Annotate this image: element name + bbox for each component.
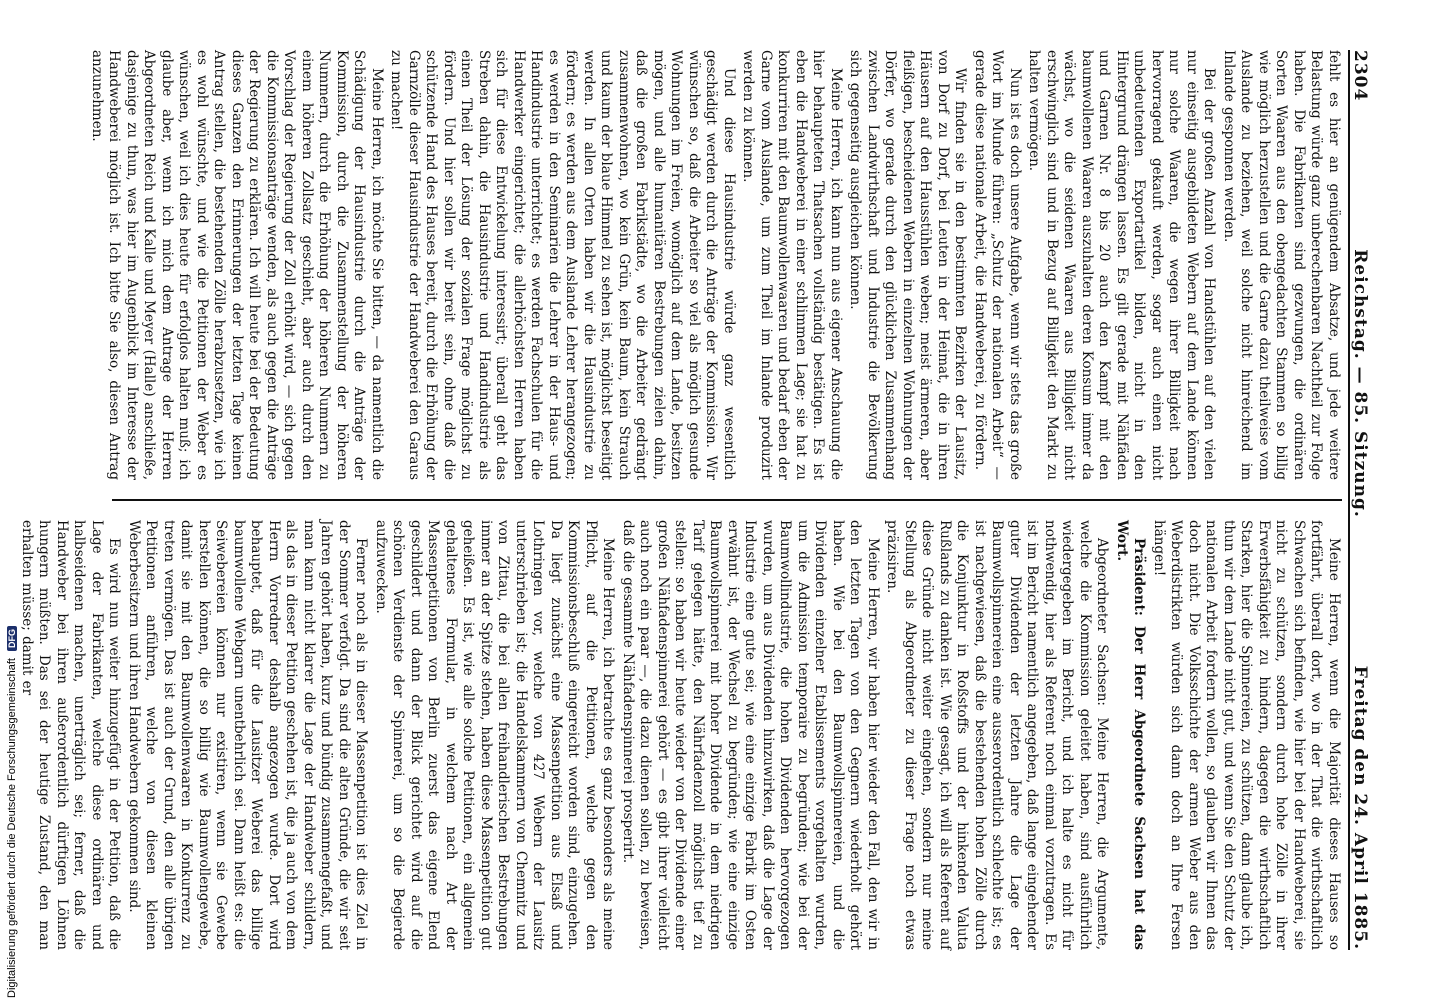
paragraph: Es wird nun weiter hinzugefügt in der Petition, daß die Lage der Fabrikanten, welche diese ordinären und halbseidenen machen, unerträglich sei; ferner, daß die Handweber bei ihren außerordentlich dürftigen Löhnen hungern müßten. Das sei der heutige Zustand, den man erhalten müsse; damit er	[19, 520, 123, 950]
paragraph: Meine Herren, wenn die Majorität dieses Hauses so fortfährt, überall dort, wo in der That die wirthschaftlich Schwachen sich befinden, wie hier bei der Handweberei, sie nicht zu schützen, sondern durch hohe Zölle in ihrer Erwerbsfähigkeit zu hindern, dagegen die wirthschaftlich Starken, hier die Spinnereien, zu schützen, dann glaube ich, thun wir dem Lande nicht gut, und wenn Sie den Schutz der nationalen Arbeit fordern wollen, so glauben wir Ihnen das doch nicht. Die Volksschichte der armen Weber aus den Weberdistrikten würden sich dann doch an Ihre Fersen hängen!	[1151, 520, 1342, 950]
dfg-logo: DFG	[7, 626, 17, 651]
document-page	[19, 50, 1372, 950]
speaker-line: Präsident: Der Herr Abgeordnete Sachsen hat das Wort.	[1114, 520, 1148, 950]
paragraph: Meine Herren, ich betrachte es ganz besonders als meine Pflicht, auf die Petitionen, welche gegen den Kommissionsbeschluß eingereicht worden sind, einzugehen. Da liegt zunächst eine Massenpetition aus Elsaß und Lothringen vor, welche von 427 Webern der Lausitz unterschrieben ist; die Handelskammern von Chemnitz und von Zittau, die bei allen freihandlerischen Bestrebungen immer an der Spitze stehen, haben diese Massenpetition gut geheißen. Es ist, wie alle solche Petitionen, ein allgemein gehaltenes Formular, in welchem nach Art der Massenpetitionen von Berlin zuerst das eigene Elend geschildert und dann der Blick gerichtet wird auf die schönen Verdienste der Spinnerei, um so die Begierde aufzuwecken.	[373, 520, 617, 950]
paragraph: Abgeordneter Sachsen: Meine Herren, die Argumente, welche die Kommission geleitet haben, sind ausführlich wiedergegeben im Bericht, und ich halte es nicht für nothwendig, hier als Referent noch einmal vorzutragen. Es ist im Bericht namentlich angegeben, daß lange eingehender guter Dividenden der letzten Jahre die Lage der Baumwollspinnereien eine ausserordentlich schlechte ist; es ist nachgewiesen, daß die bestehenden hohen Zölle durch die Konjunktur in Roßstoffs und der hinkenden Valuta Rußlands zu danken ist. Wie gesagt, ich will als Referent auf diese Gründe nicht weiter eingehen, sondern nur meine Stellung als Abgeordneter zu dieser Frage noch etwas präzisiren.	[884, 520, 1111, 950]
page-header	[1348, 50, 1372, 950]
paragraph: Wir finden sie in den bestimmten Bezirken der Lausitz, von Dorf zu Dorf, bei Leuten in der Heimat, die in ihren Häusern auf den Hausstühlen weben; meist ärmeren, aber fleißigen, bescheidenen Webern in einzelnen Wohnungen der Dörfer, wo gerade durch den glücklichen Zusammenhang zwischen Landwirthschaft und Industrie die Bevölkerung sich gegenseitig ausgleichen können.	[847, 50, 969, 480]
paragraph: Meine Herren, ich möchte Sie bitten, — da namentlich die Schädigung der Hausindustrie durch die Anträge der Kommission, durch die Zusammenstellung der höheren Nummern, durch die Erhöhung der höheren Nummern zu einem höheren Zollsatz geschieht, aber auch durch den Vorschlag der Regierung der Zoll erhöht wird, — sich gegen die Kommissionsanträge wenden, als auch gegen die Anträge der Regierung zu erklären. Ich will heute bei der Bedeutung dieses Ganzen den Erinnerungen der letzten Tage keinen Antrag stellen, die bestehenden Zölle herabzusetzen, wie ich es wohl wünschte, und wie die Petitionen der Weber es wünschen, weil ich dies heute für erfolglos halten muß; ich glaube aber, wenn ich mich dem Antrage der Herren Abgeordneten Reich und Kalle und Meyer (Halle) anschließe, dasjenige zu thun, was hier im Augenblick im Interesse der Handweberei möglich ist. Ich bitte Sie also, diesen Antrag anzunehmen.	[89, 50, 385, 480]
paragraph: fehlt es hier an genügendem Absatze, und jede weitere Belastung würde ganz unberechenbaren Nachtheil zur Folge haben. Die Fabrikanten sind gezwungen, die ordinären Sorten Waaren aus den obengedachten Stammen so billig wie möglich herzustellen und die Garne dazu theilweise vom Auslande zu beziehen, weil solche nicht hinreichend im Inlande gesponnen werden.	[1221, 50, 1342, 480]
left-column	[86, 50, 1343, 480]
paragraph: Meine Herren, ich kann nun aus eigener Anschauung die hier behaupteten Thatsachen vollständig bestätigen. Es ist eben die Handweberei in einer schlimmen Lage; sie hat zu konkurriren mit den Baumwollenwaaren und bedarf eben der Garne vom Auslande, um zum Theil im Inlande produzirt werden zu können.	[740, 50, 844, 480]
paragraph: Bei der großen Anzahl von Handstühlen auf den vielen nur einseitig ausgebildeten Webern auf dem Lande können nur solche Waaren, die wegen ihrer Billigkeit nach hervorragend gekauft werden, sogar auch einen nicht unbedeutenden Exportartikel bilden, nicht in den Hintergrund drängen lassen. Es gilt gerade mit Nähfäden und Garnen Nr. 8 bis 20 auch den Kampf mit den baumwollenen Waaren auszuhalten deren Konsum immer da wächst, wo die seidenen Waaren aus Billigkeit nicht erschwinglich sind und in Bezug auf Billigkeit den Markt zu halten vermögen.	[1026, 50, 1218, 480]
footer-text: Digitalisierung gefördert durch die Deutsche Forschungsgemeinschaft	[6, 658, 18, 998]
right-column	[16, 520, 1343, 950]
paragraph: Und diese Hausindustrie würde ganz wesentlich geschädigt werden durch die Anträge der Kommission. Wir wünschen so, daß die Arbeiter so viel als möglich gesunde Wohnungen im Freien, womöglich auf dem Lande, besitzen mögen, und alle humanitären Bestrebungen zielen dahin, daß die großen Fabrikstädte, wo die Arbeiter gedrängt zusammenwohnen, wo kein Grün, kein Baum, kein Strauch und kaum der blaue Himmel zu sehen ist, möglichst beseitigt werden. In allen Orten haben wir die Hausindustrie zu fördern; es werden aus dem Auslande Lehrer herangezogen; es werden in den Seminarien die Lehrer in der Haus- und Handindustrie unterrichtet; es werden Fachschulen für die Handwerker eingerichtet; die allerhöchsten Herren haben sich für diese Entwickelung interessirt; überall geht das Streben dahin, die Hausindustrie und Handindustrie als einen Theil der Lösung der sozialen Frage möglichst zu fördern. Und hier sollen wir bereit sein, ohne daß die schützende Hand des Hauses bereit, durch die Erhöhung der Garnzölle dieser Hausindustrie der Handweberei den Garaus zu machen!	[388, 50, 737, 480]
digitization-footer	[6, 626, 18, 998]
paragraph: Nun ist es doch unsere Aufgabe, wenn wir stets das große Wort im Munde führen: „Schutz der nationalen Arbeit“ — gerade diese nationale Arbeit, die Handweberei, zu fördern.	[972, 50, 1023, 480]
column-divider	[112, 499, 1342, 501]
header-title: Reichstag. — 85. Sitzung.	[1350, 249, 1370, 518]
paragraph: Ferner noch als in dieser Massenpetition ist dies Ziel in der Sommer verfolgt. Da sind die alten Gründe, die wir seit Jahren gehört haben, kurz und bündig zusammengefaßt, und man kann nicht klarer die Lage der Handweber schildern, als das in dieser Petition geschehen ist, die ja auch von dem Herrn Vorredner deshalb angezogen wurde. Dort wird behauptet, daß für die Lausitzer Weberei das billige baumwollene Webgarn unentbehrlich sei. Dann heißt es: die Seiwebereien können nur existiren, wenn sie Gewebe herstellen können, die so billig wie Baumwollengewebe, damit sie mit den Baumwollenwaaren in Konkurrenz zu treten vermögen. Das ist auch der Grund, den alle übrigen Petitionen anführen, welche von diesen kleinen Weberbesitzern und ihren Handwebern gekommen sind.	[126, 520, 370, 950]
page-number: 2304	[1350, 50, 1370, 102]
paragraph: Meine Herren, wir haben hier wieder den Fall, den wir in den letzten Tagen von den Gegnern wiederholt gehört haben. Wie bei den Baumwollspinnereien, und die Dividenden einzelner Etablissements vorgehalten wurden, um die Admission temporaire zu begründen; wie bei der Baumwollindustrie, die hohen Dividenden hervorgezogen wurden, um aus Dividenden hinzuwirken, daß die Lage der Industrie eine gute sei; wie eine einzige Fabrik im Osten erwähnt ist, der Wechsel zu begründen; wie eine einzige Baumwollspinnerei mit hoher Dividende in dem niedrigen Tarif gelegen hätte, den Nährfadenzoll möglichst tief zu stellen: so haben wir heute wieder von der Dividende einer großen Nähfadenspinnerei gehört — es gibt ihrer vielleicht auch noch ein paar —, die dazu dienen sollen, zu beweisen, daß die gesammte Nähfadenspinnerei prosperirt.	[620, 520, 881, 950]
header-date: Freitag den 24. April 1885.	[1350, 665, 1370, 950]
